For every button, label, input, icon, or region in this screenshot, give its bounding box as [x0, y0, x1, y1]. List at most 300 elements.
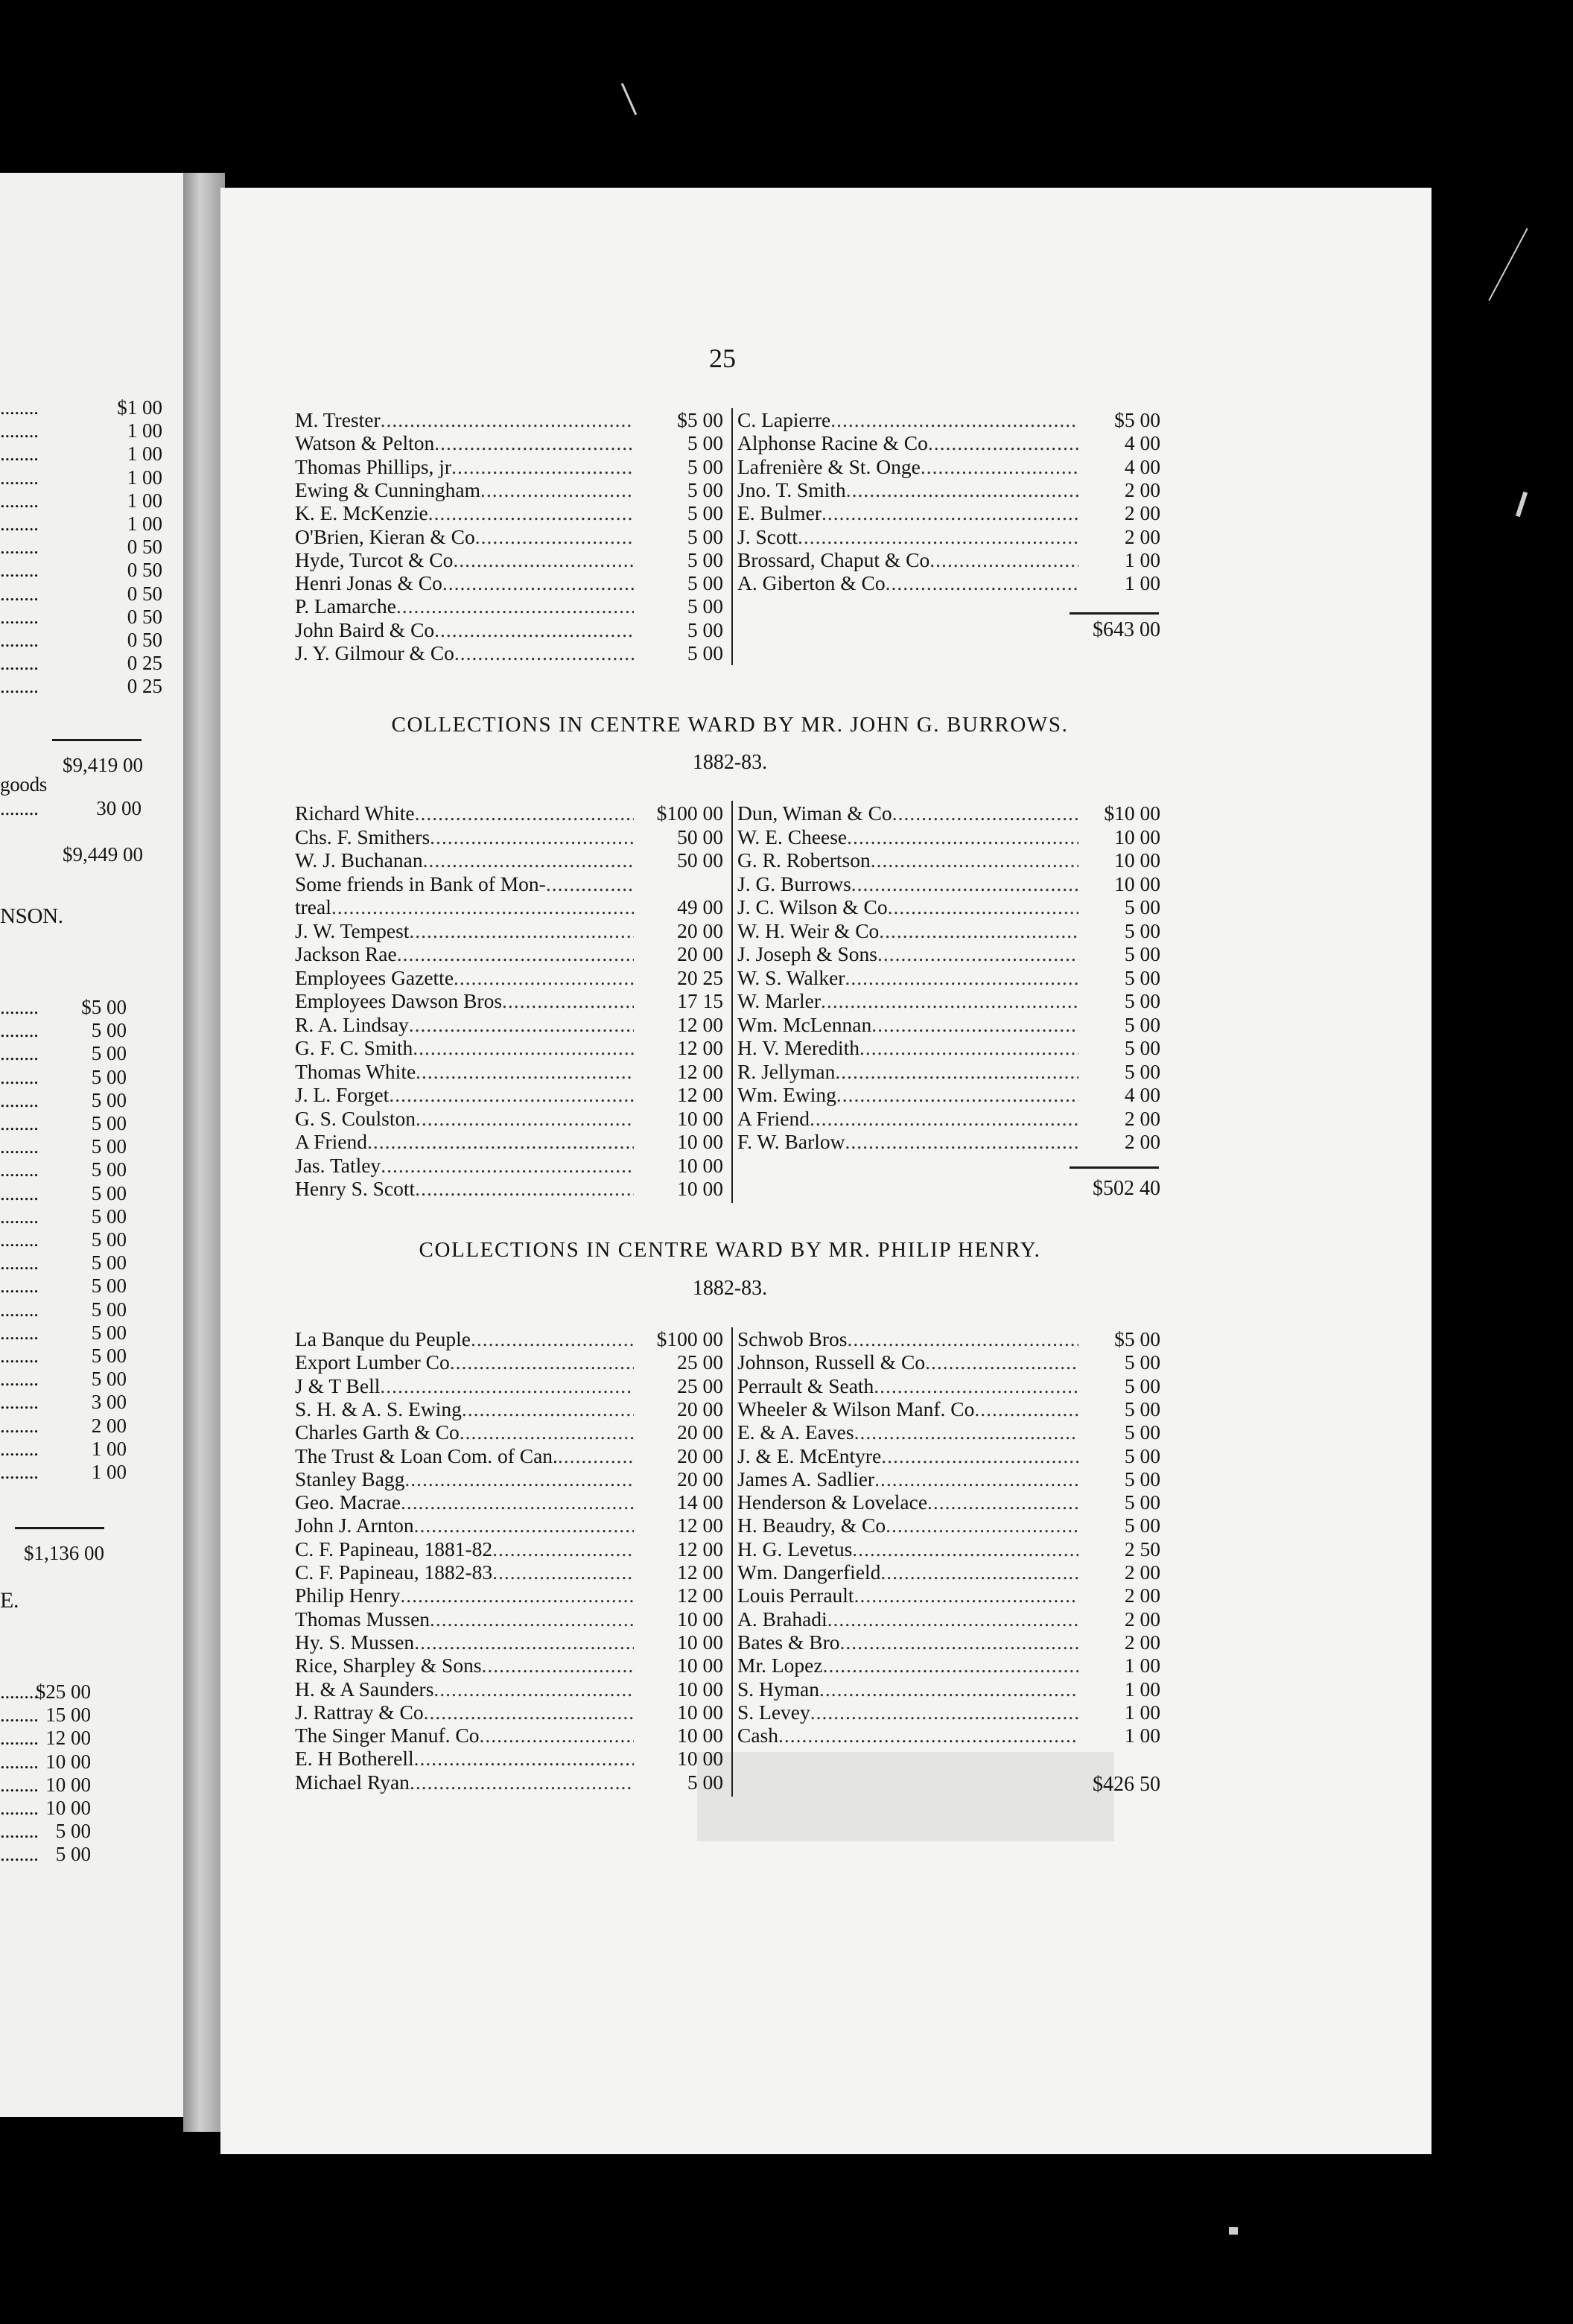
entry-name: E. & A. Eaves	[737, 1420, 854, 1444]
entry-name: Philip Henry	[295, 1584, 401, 1607]
leader-dots	[414, 1747, 634, 1770]
section0-total-rule	[1070, 612, 1159, 615]
leader-dots	[819, 1677, 1078, 1701]
entry-name: Wm. Ewing	[737, 1083, 836, 1106]
leader-dots: ........	[0, 1461, 39, 1483]
entry-name: A. Giberton & Co	[737, 571, 886, 595]
entry-amount: 5 00	[1124, 1036, 1160, 1059]
entry-amount: 1 00	[1124, 1724, 1160, 1747]
entry-row	[737, 1130, 1160, 1153]
entry-row	[737, 1561, 1160, 1584]
entry-row	[737, 1374, 1160, 1397]
leader-dots	[433, 1677, 634, 1701]
left-page-amount: $25 00	[35, 1680, 91, 1703]
entry-amount: 2 00	[1124, 1130, 1160, 1153]
entry-name: E. H Botherell	[295, 1747, 414, 1771]
left-page-amount: 0 50	[127, 582, 162, 605]
entry-name: A. Brahadi	[737, 1607, 827, 1631]
entry-amount: 10 00	[1114, 848, 1160, 872]
entry-row	[737, 525, 1160, 548]
leader-dots	[400, 1584, 634, 1607]
entry-name: Johnson, Russell & Co	[737, 1350, 926, 1374]
left-subtotal: $9,419 00	[63, 754, 143, 776]
entry-amount: 2 00	[1124, 524, 1160, 548]
leader-dots	[836, 1083, 1078, 1106]
entry-name: G. F. C. Smith	[295, 1036, 413, 1059]
leader-dots: ........	[0, 1820, 39, 1843]
entry-amount: 50 00	[677, 848, 723, 872]
leader-dots	[927, 1490, 1078, 1514]
left-page-amount: 1 00	[127, 512, 162, 535]
leader-dots	[852, 1537, 1078, 1561]
entry-amount: 20 00	[677, 1444, 723, 1467]
entry-name: Geo. Macrae	[295, 1490, 401, 1514]
leader-dots	[460, 1420, 634, 1444]
left-page-amount: 1 00	[91, 1437, 127, 1460]
leader-dots	[798, 525, 1078, 548]
entry-amount: 2 50	[1124, 1537, 1160, 1561]
entry-name: S. H. & A. S. Ewing	[295, 1397, 462, 1420]
entry-amount: 5 00	[687, 571, 723, 595]
leader-dots	[502, 989, 634, 1012]
entry-amount: 5 00	[1124, 1397, 1160, 1420]
entry-amount: 17 15	[677, 989, 723, 1012]
entry-name: Thomas Mussen	[295, 1607, 430, 1631]
leader-dots	[778, 1724, 1078, 1747]
entry-row	[737, 1514, 1160, 1537]
entry-amount: 10 00	[1114, 825, 1160, 848]
left-page-amount: 5 00	[91, 1251, 127, 1274]
entry-amount: 5 00	[1124, 965, 1160, 989]
entry-name: Michael Ryan	[295, 1770, 410, 1794]
entry-row	[295, 825, 723, 848]
dust-mark	[1229, 2227, 1238, 2235]
leader-dots	[480, 478, 634, 501]
dust-mark	[621, 83, 637, 115]
entry-row	[295, 1701, 723, 1724]
entry-amount: 2 00	[1124, 1607, 1160, 1631]
left-page-amount: $1 00	[117, 396, 162, 419]
leader-dots: ........	[0, 675, 39, 698]
entry-name: J. & E. McEntyre	[737, 1444, 882, 1467]
entry-amount: 5 00	[687, 501, 723, 525]
entry-row	[295, 989, 723, 1012]
entry-row	[295, 1130, 723, 1153]
leader-dots	[413, 1036, 634, 1059]
entry-row	[295, 1771, 723, 1794]
section2-divider	[731, 1327, 733, 1797]
leader-dots	[827, 1607, 1078, 1631]
leader-dots: ........	[0, 1437, 39, 1460]
left-page-amount: 5 00	[91, 1135, 127, 1158]
entry-row	[737, 848, 1160, 872]
left-page-amount: 0 50	[127, 536, 162, 559]
dust-mark	[1516, 492, 1528, 517]
entry-name: Rice, Sharpley & Sons	[295, 1654, 482, 1677]
entry-name: W. H. Weir & Co	[737, 918, 880, 942]
entry-name: Employees Gazette	[295, 965, 454, 989]
left-page-amount: 15 00	[45, 1704, 91, 1727]
entry-row	[737, 1537, 1160, 1561]
leader-dots	[871, 848, 1078, 872]
leader-dots	[810, 1701, 1078, 1724]
entry-name: Ewing & Cunningham	[295, 477, 481, 501]
entry-name: Hy. S. Mussen	[295, 1630, 415, 1654]
entry-name: Perrault & Seath	[737, 1374, 874, 1397]
entry-amount: 5 00	[687, 524, 723, 548]
left-letter-fragment: E.	[0, 1588, 19, 1613]
entry-name: A Friend	[295, 1130, 368, 1153]
paper-stain	[697, 1752, 1114, 1841]
leader-dots: ........	[0, 652, 39, 675]
entry-amount: 2 00	[1124, 501, 1160, 525]
entry-row	[295, 1374, 723, 1397]
leader-dots	[854, 1420, 1078, 1444]
entry-amount: 20 25	[677, 965, 723, 989]
entry-amount: 10 00	[677, 1153, 723, 1177]
entry-name: Bates & Bro	[737, 1630, 840, 1654]
entry-name: R. Jellyman	[737, 1059, 836, 1083]
entry-row	[295, 1631, 723, 1654]
entry-row	[295, 1107, 723, 1130]
entry-name: Jno. T. Smith	[737, 477, 846, 501]
entry-row	[737, 1607, 1160, 1631]
leader-dots	[492, 1537, 634, 1561]
leader-dots	[930, 548, 1078, 571]
entry-amount: 5 00	[1124, 895, 1160, 918]
entry-row	[295, 641, 723, 664]
entry-row	[295, 966, 723, 989]
left-page-amount: 5 00	[91, 1158, 127, 1181]
leader-dots: ........	[0, 605, 39, 628]
leader-dots	[416, 1107, 634, 1130]
leader-dots	[830, 408, 1078, 431]
leader-dots	[877, 942, 1078, 965]
entry-amount: 25 00	[677, 1374, 723, 1397]
left-page-amount: 0 50	[127, 559, 162, 582]
entry-row	[295, 1397, 723, 1420]
entry-row	[737, 1724, 1160, 1747]
left-grand-total: $9,449 00	[63, 843, 143, 866]
entry-name: J. W. Tempest	[295, 918, 410, 942]
entry-row	[295, 618, 723, 641]
entry-name: The Singer Manuf. Co	[295, 1724, 480, 1747]
left-page-amount: 5 00	[55, 1843, 91, 1866]
leader-dots: ........	[0, 419, 39, 442]
entry-row	[295, 1060, 723, 1083]
entry-row	[295, 801, 723, 825]
leader-dots	[381, 1154, 634, 1177]
left-page-amount: 3 00	[91, 1391, 127, 1414]
entry-amount: 5 00	[1124, 1490, 1160, 1514]
entry-name: M. Trester	[295, 408, 381, 431]
entry-name: La Banque du Peuple	[295, 1327, 471, 1350]
left-page-amount: 2 00	[91, 1414, 127, 1437]
left-page-amount: 5 00	[91, 1019, 127, 1042]
entry-amount: 5 00	[687, 547, 723, 571]
leader-dots: ........	[0, 1158, 39, 1181]
entry-row	[737, 1444, 1160, 1467]
entry-name: Schwob Bros	[737, 1327, 848, 1350]
leader-dots	[925, 1350, 1078, 1374]
entry-amount: 5 00	[1124, 1514, 1160, 1537]
leader-dots	[846, 478, 1078, 501]
entry-name: J. G. Burrows	[737, 872, 851, 895]
entry-row	[737, 431, 1160, 454]
leader-dots: ........	[0, 1112, 39, 1134]
leader-dots	[928, 431, 1078, 454]
leader-dots: ........	[0, 1321, 39, 1344]
left-page-amount: 1 00	[127, 489, 162, 512]
entry-row	[295, 1490, 723, 1514]
leader-dots	[921, 455, 1078, 478]
leader-dots	[367, 1130, 634, 1153]
dust-mark	[1488, 228, 1528, 301]
entry-amount: 12 00	[677, 1012, 723, 1036]
entry-amount: 5 00	[1124, 1444, 1160, 1467]
entry-amount: 1 00	[1124, 1654, 1160, 1677]
entry-name: Alphonse Racine & Co	[737, 431, 928, 455]
entry-amount: 10 00	[677, 1630, 723, 1654]
entry-row	[295, 1654, 723, 1677]
leader-dots	[424, 1701, 634, 1724]
leader-dots: ........	[0, 1680, 39, 1703]
entry-name: P. Lamarche	[295, 594, 396, 618]
entry-amount: 10 00	[677, 1130, 723, 1153]
entry-name: H. & A Saunders	[295, 1677, 434, 1701]
entry-amount: 12 00	[677, 1561, 723, 1584]
entry-amount: 2 00	[1124, 477, 1160, 501]
entry-amount: $5 00	[1114, 408, 1160, 431]
entry-row	[295, 1350, 723, 1374]
entry-row	[737, 801, 1160, 825]
entry-row	[737, 571, 1160, 594]
leader-dots: ........	[0, 1181, 39, 1204]
left-page-amount: 5 00	[91, 1112, 127, 1134]
entry-amount: 5 00	[1124, 1420, 1160, 1444]
left-page-amount: 5 00	[91, 1065, 127, 1088]
entry-row	[737, 1420, 1160, 1444]
entry-amount: 10 00	[677, 1106, 723, 1130]
entry-amount: 25 00	[677, 1350, 723, 1374]
entry-row	[295, 1420, 723, 1444]
leader-dots	[415, 1177, 634, 1200]
entry-amount: 49 00	[677, 895, 723, 918]
entry-name: Jas. Tatley	[295, 1153, 381, 1177]
leader-dots	[810, 1107, 1078, 1130]
leader-dots	[881, 1444, 1078, 1467]
leader-dots	[835, 1060, 1078, 1083]
entry-row	[737, 1083, 1160, 1106]
leader-dots	[380, 1374, 634, 1397]
left-page-amount: 1 00	[127, 419, 162, 442]
entry-amount: 5 00	[1124, 1350, 1160, 1374]
entry-name: C. Lapierre	[737, 408, 831, 431]
leader-dots	[430, 825, 634, 848]
leader-dots	[854, 1584, 1078, 1607]
leader-dots: ........	[0, 1228, 39, 1251]
entry-amount: 5 00	[1124, 1374, 1160, 1397]
entry-amount: 10 00	[677, 1654, 723, 1677]
entry-row	[295, 1514, 723, 1537]
entry-row	[295, 548, 723, 571]
leader-dots	[428, 501, 634, 524]
entry-row	[295, 594, 723, 617]
entry-row	[295, 408, 723, 431]
leader-dots	[886, 1514, 1078, 1537]
book-gutter	[183, 173, 225, 2132]
entry-amount: 12 00	[677, 1584, 723, 1607]
entry-amount: $100 00	[656, 1327, 723, 1350]
entry-name: W. S. Walker	[737, 965, 845, 989]
entry-amount: 20 00	[677, 1467, 723, 1490]
section1-divider	[731, 801, 733, 1203]
leader-dots: ........	[0, 1088, 39, 1111]
entry-row	[295, 1724, 723, 1747]
leader-dots: ........	[0, 396, 39, 419]
leader-dots	[888, 895, 1078, 918]
entry-row	[737, 919, 1160, 942]
leader-dots	[381, 408, 634, 431]
entry-amount: 1 00	[1124, 1677, 1160, 1701]
left-page-amount: 5 00	[91, 1344, 127, 1367]
leader-dots	[471, 1327, 634, 1350]
left-page-amount: 10 00	[45, 1797, 91, 1819]
leader-dots: ........	[0, 1704, 39, 1727]
entry-amount: 5 00	[687, 431, 723, 455]
entry-name: H. G. Levetus	[737, 1537, 853, 1561]
entry-name: J & T Bell	[295, 1374, 381, 1397]
entry-name: J. C. Wilson & Co	[737, 895, 888, 918]
entry-row	[737, 1467, 1160, 1490]
left-page-amount: 1 00	[91, 1461, 127, 1483]
left-page-amount: $5 00	[81, 996, 127, 1018]
leader-dots	[410, 1771, 634, 1794]
leader-dots	[482, 1654, 634, 1677]
left-page-amount: 5 00	[91, 1321, 127, 1344]
entry-row	[295, 1537, 723, 1561]
entry-row	[737, 1654, 1160, 1677]
entry-amount: 10 00	[677, 1677, 723, 1701]
entry-row	[737, 825, 1160, 848]
leader-dots	[462, 1397, 634, 1420]
leader-dots	[558, 1444, 634, 1467]
leader-dots	[409, 919, 634, 942]
entry-name: G. S. Coulston	[295, 1106, 416, 1130]
entry-name: Charles Garth & Co	[295, 1420, 460, 1444]
left-mid-total: $1,136 00	[24, 1542, 104, 1564]
entry-name: J. Scott	[737, 524, 798, 548]
entry-amount: 2 00	[1124, 1561, 1160, 1584]
entry-name: H. Beaudry, & Co	[737, 1514, 886, 1537]
leader-dots	[401, 1490, 634, 1514]
entry-name: R. A. Lindsay	[295, 1012, 409, 1036]
entry-row	[737, 1701, 1160, 1724]
left-page-amount: 12 00	[45, 1727, 91, 1750]
entry-name: treal	[295, 895, 331, 918]
entry-name: K. E. McKenzie	[295, 501, 428, 525]
entry-name: S. Hyman	[737, 1677, 819, 1701]
entry-row	[295, 1444, 723, 1467]
left-goods-label: goods	[0, 773, 48, 796]
leader-dots: ........	[0, 1797, 39, 1819]
entry-amount: $5 00	[677, 408, 723, 431]
entry-row	[737, 1490, 1160, 1514]
entry-amount: 5 00	[1124, 1012, 1160, 1036]
entry-name: Employees Dawson Bros	[295, 989, 503, 1012]
entry-amount: 5 00	[1124, 1467, 1160, 1490]
entry-row	[295, 1083, 723, 1106]
entry-name: J. Rattray & Co	[295, 1700, 424, 1724]
leader-dots	[415, 801, 634, 825]
entry-amount: 50 00	[677, 825, 723, 848]
entry-amount: 5 00	[687, 641, 723, 664]
left-page-amount: 5 00	[91, 1298, 127, 1321]
leader-dots	[416, 1060, 634, 1083]
leader-dots: ........	[0, 1204, 39, 1228]
leader-dots	[409, 1013, 634, 1036]
leader-dots	[845, 1130, 1078, 1153]
entry-amount: 5 00	[1124, 989, 1160, 1012]
entry-row	[295, 455, 723, 478]
leader-dots	[879, 919, 1078, 942]
entry-amount: $100 00	[656, 801, 723, 825]
leader-dots	[821, 989, 1078, 1012]
leader-dots	[847, 825, 1078, 848]
leader-dots	[874, 1374, 1078, 1397]
previous-page	[0, 173, 195, 2117]
entry-name: James A. Sadlier	[737, 1467, 875, 1490]
entry-row	[737, 942, 1160, 965]
entry-name: C. F. Papineau, 1881-82	[295, 1537, 493, 1561]
entry-row	[737, 1107, 1160, 1130]
entry-name: Wm. McLennan	[737, 1012, 872, 1036]
entry-amount: 4 00	[1124, 431, 1160, 455]
section0-divider	[731, 408, 733, 665]
entry-amount: 1 00	[1124, 571, 1160, 595]
entry-amount: 5 00	[1124, 918, 1160, 942]
entry-name: Wheeler & Wilson Manf. Co	[737, 1397, 975, 1420]
entry-row	[295, 895, 723, 918]
entry-row	[737, 872, 1160, 895]
entry-row	[737, 1584, 1160, 1607]
leader-dots	[546, 872, 634, 895]
entry-name: F. W. Barlow	[737, 1130, 845, 1153]
entry-name: Lafrenière & St. Onge	[737, 454, 921, 478]
entry-name: Cash	[737, 1724, 778, 1747]
entry-amount: 20 00	[677, 918, 723, 942]
left-page-amount: 5 00	[55, 1820, 91, 1843]
leader-dots: ........	[0, 559, 39, 582]
entry-amount: 1 00	[1124, 547, 1160, 571]
leader-dots: ........	[0, 512, 39, 535]
leader-dots	[880, 1561, 1078, 1584]
leader-dots	[389, 1083, 634, 1106]
leader-dots	[492, 1561, 634, 1584]
entry-row	[295, 1036, 723, 1059]
entry-amount: 5 00	[1124, 942, 1160, 965]
entry-name: The Trust & Loan Com. of Can.	[295, 1444, 558, 1467]
leader-dots	[442, 571, 634, 594]
leader-dots	[847, 1327, 1078, 1350]
left-page-amount: 0 50	[127, 605, 162, 628]
leader-dots	[823, 1654, 1078, 1677]
leader-dots	[475, 525, 634, 548]
entry-row	[295, 872, 723, 895]
entry-name: W. E. Cheese	[737, 825, 848, 848]
leader-dots	[453, 548, 634, 571]
section1-heading: COLLECTIONS IN CENTRE WARD BY MR. JOHN G. BURROWS.	[391, 713, 1069, 737]
